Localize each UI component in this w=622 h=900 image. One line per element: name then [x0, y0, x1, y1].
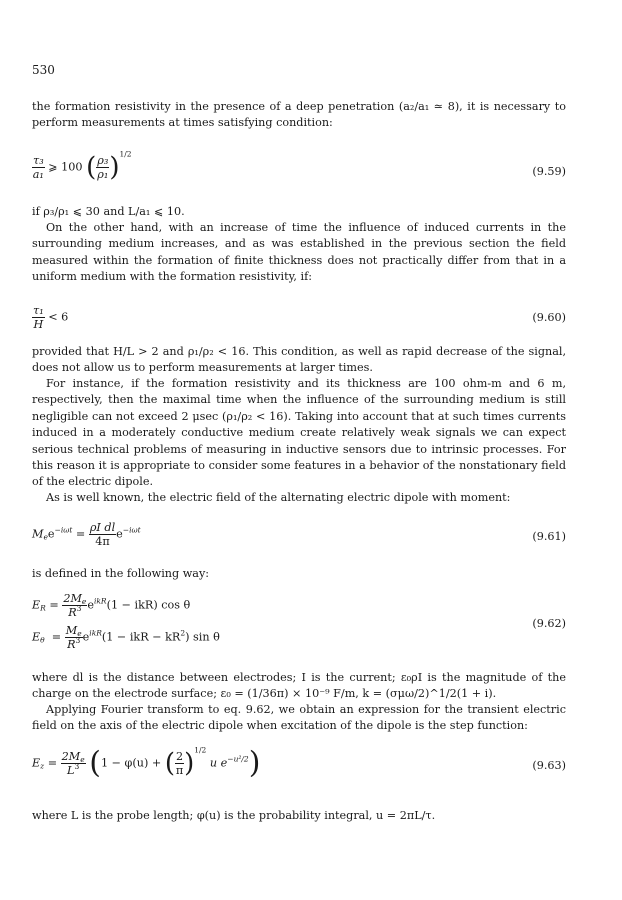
equation-9-61 [32, 521, 566, 555]
paragraph-4: provided that H/L > 2 and ρ₁/ρ₂ < 16. This condition, as well as rapid decrease of the signal, does not allow us to perform measurements at larger times. [32, 345, 566, 375]
eq963-tail: u e [209, 756, 228, 770]
eq962-l2-sub: θ [40, 635, 45, 645]
eq962-l2-rest-sup: 2 [180, 628, 186, 638]
eq962-l2-rest-a: (1 − ikR − kR [101, 630, 181, 644]
paragraph-5: For instance, if the formation resistivity and its thickness are 100 ohm-m and 6 m, respectively, then the maximal time when the influence of the surrounding medium is still negligible can not exceed 2 μsec (ρ₁/ρ₂ < 16). Taking into account that at such times currents induced in a moderately conductive medium create relatively weak signals we can expect serious technical problems of measuring in inductive sensors due to intrinsic processes. For this reason it is appropriate to consider some features in a behavior of the nonstationary field of the electric dipole. [32, 377, 566, 489]
eq963-part1: 1 − φ(u) + [100, 756, 162, 770]
eq963-den: L [67, 764, 75, 777]
eq962-l1-rest: (1 − ikR) cos θ [106, 598, 191, 612]
eq960-den: H [33, 318, 44, 331]
eq961-den: 4π [95, 535, 110, 548]
eq963-inner-den: π [175, 764, 184, 777]
equation-9-63: $E_z$ = $\frac{2M_e}{L^3}$ (1 − φ(u) + ( $\frac{2}{\pi}$ )$^{1/2}$ u $e^{-u^2/2}$) (9.63) [32, 745, 566, 781]
paragraph-1: the formation resistivity in the presence of a deep penetration (a₂/a₁ ≃ 8), it is necessary to perform measurements at times satisfying condition: [32, 100, 566, 130]
eq960-number: (9.60) [532, 311, 566, 324]
eq959-relation: ⩾ 100 [48, 160, 83, 174]
eq961-lhs-sup: −iωt [54, 525, 73, 535]
eq963-power: 1/2 [194, 745, 207, 755]
paragraph-6: As is well known, the electric field of the alternating electric dipole with moment: [46, 491, 511, 504]
eq960-rhs: < 6 [48, 310, 69, 324]
equation-9-62: $E_R$ = $\frac{2M_e}{R^3}$ $e^{ikR}(1 - ikR)$ cos θ $E_\theta$ = $\frac{M_e}{R^3}$ $e^{ikR}(1$ − ikR − $kR^2$) sin θ (9.62) [32, 592, 566, 651]
eq963-lhs: E [32, 756, 41, 770]
paragraph-2: if ρ₃/ρ₁ ⩽ 30 and L/a₁ ⩽ 10. [32, 205, 185, 218]
eq961-lhs-sub: e [43, 532, 48, 542]
eq961-rhs-sup: −iωt [122, 525, 141, 535]
eq962-number: (9.62) [532, 617, 566, 630]
eq963-num: 2M [61, 750, 81, 763]
equation-9-59: $\frac{\text{τ₃}}{\text{a₁}}$ ⩾ 100 ( $\frac{\text{ρ₃}}{\text{ρ₁}}$ )$^{1/2}$ (9.59) [32, 149, 566, 183]
paragraph-3: On the other hand, with an increase of time the influence of induced currents in the surrounding medium increases, and as was established in the previous section the field measured within the formation of finite thickness does not practically differ from that in a uniform medium with the formation resistivity, if: [32, 221, 566, 284]
eq962-l2-rest-b: ) sin θ [185, 630, 220, 644]
eq963-num-sub: e [80, 755, 85, 764]
eq959-power: 1/2 [119, 149, 132, 159]
paragraph-8: where dl is the distance between electrodes; I is the current; ε₀ρI is the magnitude of the charge on the electrode surface; ε₀ = (1/36π) × 10⁻⁹ F/m, k = (σμω/2)^1/2(1 + i). [32, 671, 566, 701]
eq963-number: (9.63) [532, 759, 566, 772]
eq960-num: τ₁ [33, 304, 44, 317]
eq962-l1-lhs: E [32, 598, 41, 612]
eq959-lhs-num: τ₃ [33, 154, 44, 167]
eq962-l1-exp-sup: ikR [93, 596, 107, 606]
paragraph-9: Applying Fourier transform to eq. 9.62, we obtain an expression for the transient electric field on the axis of the electric dipole when excitation of the dipole is the step function: [32, 703, 566, 733]
eq961-lhs: M [32, 527, 44, 541]
eq963-lhs-sub: z [40, 761, 45, 771]
eq959-inner-num: ρ₃ [97, 154, 109, 167]
equation-9-60 [32, 304, 566, 338]
eq959-number: (9.59) [532, 165, 566, 178]
eq962-l2-num-sub: e [77, 629, 82, 638]
eq963-tail-sup: −u²/2 [227, 754, 249, 764]
eq961-rhs-exp: e [116, 527, 123, 541]
eq961-lhs-exp: e [47, 527, 55, 541]
eq962-l1-num: 2M [63, 592, 82, 605]
eq962-l1-den: R [68, 606, 77, 619]
eq962-l2-num: M [65, 624, 78, 637]
page-number: 530 [32, 63, 55, 77]
eq962-l2-den: R [67, 638, 76, 651]
eq961-num: ρI dl [89, 521, 116, 534]
eq962-l1-den-sup: 3 [76, 604, 82, 613]
eq962-l1-num-sub: e [81, 597, 87, 606]
eq959-inner-den: ρ₁ [97, 168, 109, 181]
paragraph-10: where L is the probe length; φ(u) is the probability integral, u = 2πL/τ. [32, 809, 436, 822]
eq961-equals: = [75, 527, 86, 541]
eq962-l2-exp-sup: ikR [89, 628, 102, 638]
eq962-l2-lhs: E [32, 630, 41, 644]
eq961-number: (9.61) [532, 530, 566, 543]
eq959-lhs-den: a₁ [32, 168, 44, 181]
eq962-l1-sub: R [40, 603, 46, 613]
eq962-l2-den-sup: 3 [75, 636, 81, 645]
eq963-inner-num: 2 [175, 750, 184, 763]
paragraph-7: is defined in the following way: [32, 567, 210, 580]
eq963-den-sup: 3 [74, 762, 80, 771]
